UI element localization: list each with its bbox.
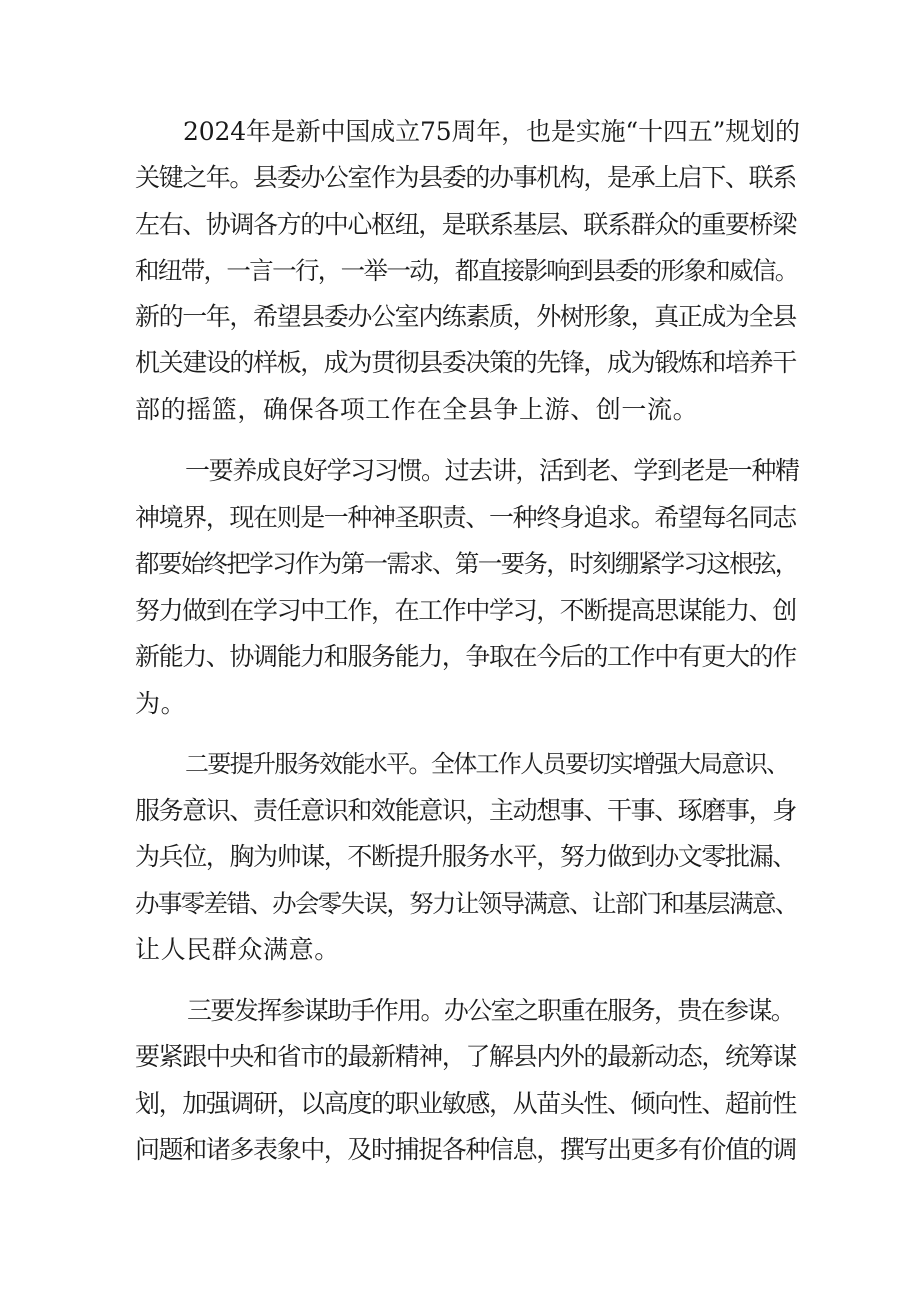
paragraph-2-line-4: 努力做到在学习中工作，在工作中学习，不断提高思谋能力、创 (135, 596, 796, 625)
paragraph-4-line-1: 三要发挥参谋助手作用。办公室之职重在服务，贵在参谋。 (187, 996, 795, 1025)
paragraph-1-line-6: 机关建设的样板，成为贯彻县委决策的先锋，成为锻炼和培养干 (135, 348, 796, 377)
paragraph-1-line-2: 关键之年。县委办公室作为县委的办事机构，是承上启下、联系 (135, 163, 796, 192)
paragraph-1-line-1: 2024年是新中国成立75周年，也是实施“十四五”规划的 (183, 117, 800, 146)
paragraph-3-line-4: 办事零差错、办会零失误，努力让领导满意、让部门和基层满意、 (135, 889, 798, 918)
paragraph-2-line-6: 为。 (135, 689, 187, 718)
paragraph-3-line-1: 二要提升服务效能水平。全体工作人员要切实增强大局意识、 (185, 750, 789, 778)
paragraph-3-line-2: 服务意识、责任意识和效能意识，主动想事、干事、琢磨事，身 (135, 796, 796, 825)
paragraph-2-line-5: 新能力、协调能力和服务能力，争取在今后的工作中有更大的作 (135, 642, 796, 671)
paragraph-4-line-4: 问题和诸多表象中，及时捕捉各种信息，撰写出更多有价值的调 (135, 1135, 796, 1164)
paragraph-4-line-2: 要紧跟中央和省市的最新精神，了解县内外的最新动态，统筹谋 (135, 1042, 796, 1071)
paragraph-2-line-2: 神境界，现在则是一种神圣职责、一种终身追求。希望每名同志 (135, 503, 796, 532)
paragraph-2-line-3: 都要始终把学习作为第一需求、第一要务，时刻绷紧学习这根弦， (135, 549, 798, 578)
paragraph-4-line-3: 划，加强调研，以高度的职业敏感，从苗头性、倾向性、超前性 (135, 1089, 796, 1118)
paragraph-1-line-3: 左右、协调各方的中心枢纽，是联系基层、联系群众的重要桥梁 (135, 210, 796, 239)
paragraph-3-line-3: 为兵位，胸为帅谋，不断提升服务水平，努力做到办文零批漏、 (135, 842, 796, 871)
paragraph-3-line-5: 让人民群众满意。 (135, 935, 340, 964)
paragraph-1-line-7: 部的摇篮，确保各项工作在全县争上游、创一流。 (135, 395, 699, 424)
paragraph-1-line-5: 新的一年，希望县委办公室内练素质，外树形象，真正成为全县 (135, 302, 796, 331)
paragraph-1-line-4: 和纽带，一言一行，一举一动，都直接影响到县委的形象和威信。 (135, 256, 798, 285)
paragraph-2-line-1: 一要养成良好学习习惯。过去讲，活到老、学到老是一种精 (185, 456, 799, 485)
